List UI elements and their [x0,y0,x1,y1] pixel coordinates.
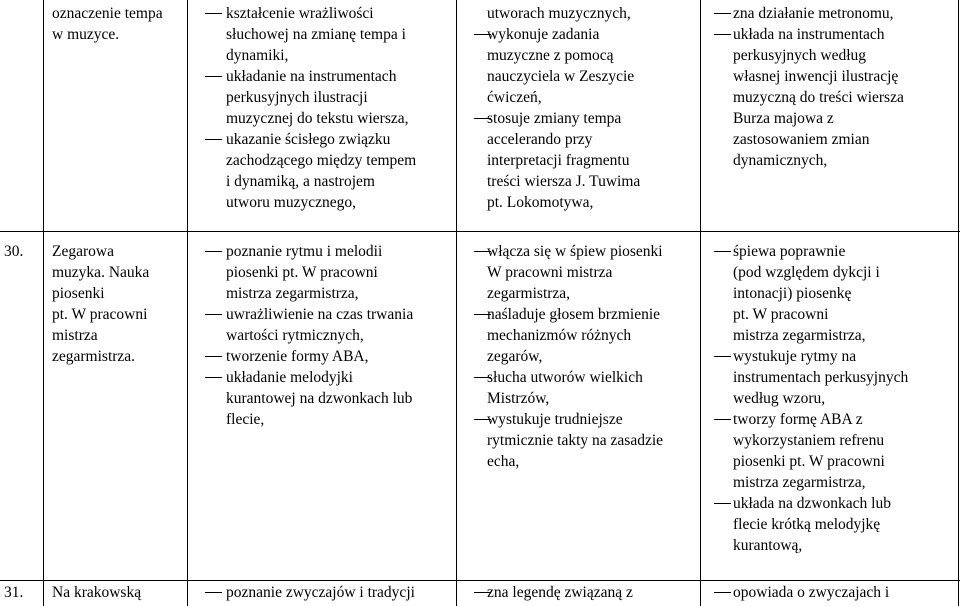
extended-text: piosenki pt. W pracowni [733,453,885,470]
extended-text: wystukuje rytmy na [733,348,857,365]
basic-text: Mistrzów, [487,390,550,407]
contents-text: układanie na instrumentach [226,68,397,85]
contents-text: muzycznej do tekstu wiersza, [226,110,409,127]
basic-text: interpretacji fragmentu [487,152,630,169]
basic-text: ćwiczeń, [487,89,542,106]
dash-bullet [714,419,731,420]
basic-text: pt. Lokomotywa, [487,194,594,211]
topic-line: zegarmistrza. [52,348,136,365]
row-number: 30. [4,243,24,260]
basic-text: wykonuje zadania [487,26,600,43]
topic-line: oznaczenie tempa [52,5,163,22]
topic-cell [52,241,149,367]
dash-bullet [205,13,222,14]
extended-text: opowiada o zwyczajach i [733,584,890,601]
extended-text: (pod względem dykcji i [733,264,880,281]
dash-bullet [205,76,222,77]
extended-text: układa na dzwonkach lub [733,495,891,512]
row-number: 31. [4,584,24,601]
extended-text: układa na instrumentach [733,26,885,43]
dash-bullet [205,314,222,315]
contents-text: kształcenie wrażliwości [226,5,374,22]
contents-text: tworzenie formy ABA, [226,348,369,365]
extended-text: Burza majowa z [733,110,834,127]
extended-text: pt. W pracowni [733,306,829,323]
col-border [43,0,44,606]
contents-text: wartości rytmicznych, [226,327,364,344]
dash-bullet [714,503,731,504]
extended-text: śpiewa poprawnie [733,243,846,260]
contents-text: perkusyjnych ilustracji [226,89,368,106]
extended-text: wykorzystaniem refrenu [733,432,885,449]
topic-line: w muzyce. [52,26,120,43]
contents-text: kurantowej na dzwonkach lub [226,390,413,407]
basic-text: zegarów, [487,348,543,365]
col-border [700,0,701,606]
extended-text: mistrza zegarmistrza, [733,327,866,344]
basic-text: mechanizmów różnych [487,327,632,344]
dash-bullet [714,356,731,357]
dash-bullet [714,13,731,14]
extended-text: mistrza zegarmistrza, [733,474,866,491]
contents-text: zachodzącego między tempem [226,152,417,169]
extended-text: instrumentach perkusyjnych [733,369,909,386]
row-border [0,231,960,232]
dash-bullet [714,592,731,593]
topic-cell [52,582,141,603]
extended-text: własnej inwencji ilustrację [733,68,899,85]
extended-text: perkusyjnych według [733,47,867,64]
basic-text: zna legendę związaną z [487,584,633,601]
topic-line: muzyka. Nauka [52,264,150,281]
basic-text: muzyczne z pomocą [487,47,614,64]
dash-bullet [205,377,222,378]
dash-bullet [714,251,731,252]
extended-text: muzyczną do treści wiersza [733,89,904,106]
contents-text: piosenki pt. W pracowni [226,264,378,281]
basic-text: zegarmistrza, [487,285,571,302]
basic-text: stosuje zmiany tempa [487,110,622,127]
extended-text: zna działanie metronomu, [733,5,894,22]
extended-text: tworzy formę ABA z [733,411,863,428]
row-border [0,580,960,581]
basic-text: treści wiersza J. Tuwima [487,173,641,190]
dash-bullet [714,34,731,35]
basic-text: utworach muzycznych, [487,5,631,22]
basic-text: wystukuje trudniejsze [487,411,623,428]
basic-text: słucha utworów wielkich [487,369,643,386]
dash-bullet [205,356,222,357]
contents-text: i dynamiką, a nastrojem [226,173,375,190]
contents-text: ukazanie ścisłego związku [226,131,391,148]
topic-line: mistrza [52,327,98,344]
dash-bullet [205,139,222,140]
col-border [187,0,188,606]
basic-text: accelerando przy [487,131,593,148]
contents-text: mistrza zegarmistrza, [226,285,359,302]
basic-text: włącza się w śpiew piosenki [487,243,663,260]
extended-text: według wzoru, [733,390,826,407]
basic-text: naśladuje głosem brzmienie [487,306,661,323]
contents-text: układanie melodyjki [226,369,353,386]
contents-text: poznanie rytmu i melodii [226,243,383,260]
contents-text: poznanie zwyczajów i tradycji [226,584,415,601]
contents-text: flecie, [226,411,265,428]
extended-text: intonacji) piosenkę [733,285,852,302]
dash-bullet [205,251,222,252]
col-border [456,0,457,606]
col-border [958,0,959,606]
topic-line: Zegarowa [52,243,114,260]
basic-text: echa, [487,453,520,470]
contents-text: dynamiki, [226,47,289,64]
topic-line: piosenki [52,285,105,302]
dash-bullet [205,592,222,593]
basic-text: nauczyciela w Zeszycie [487,68,635,85]
topic-line: Na krakowską [52,584,142,601]
topic-line: pt. W pracowni [52,306,148,323]
extended-text: dynamicznych, [733,152,828,169]
topic-cell [52,3,163,45]
extended-text: zastosowaniem zmian [733,131,870,148]
extended-text: kurantową, [733,537,803,554]
basic-text: rytmicznie takty na zasadzie [487,432,664,449]
contents-text: uwrażliwienie na czas trwania [226,306,414,323]
contents-text: utworu muzycznego, [226,194,356,211]
contents-text: słuchowej na zmianę tempa i [226,26,406,43]
basic-text: W pracowni mistrza [487,264,613,281]
extended-text: flecie krótką melodyjkę [733,516,881,533]
